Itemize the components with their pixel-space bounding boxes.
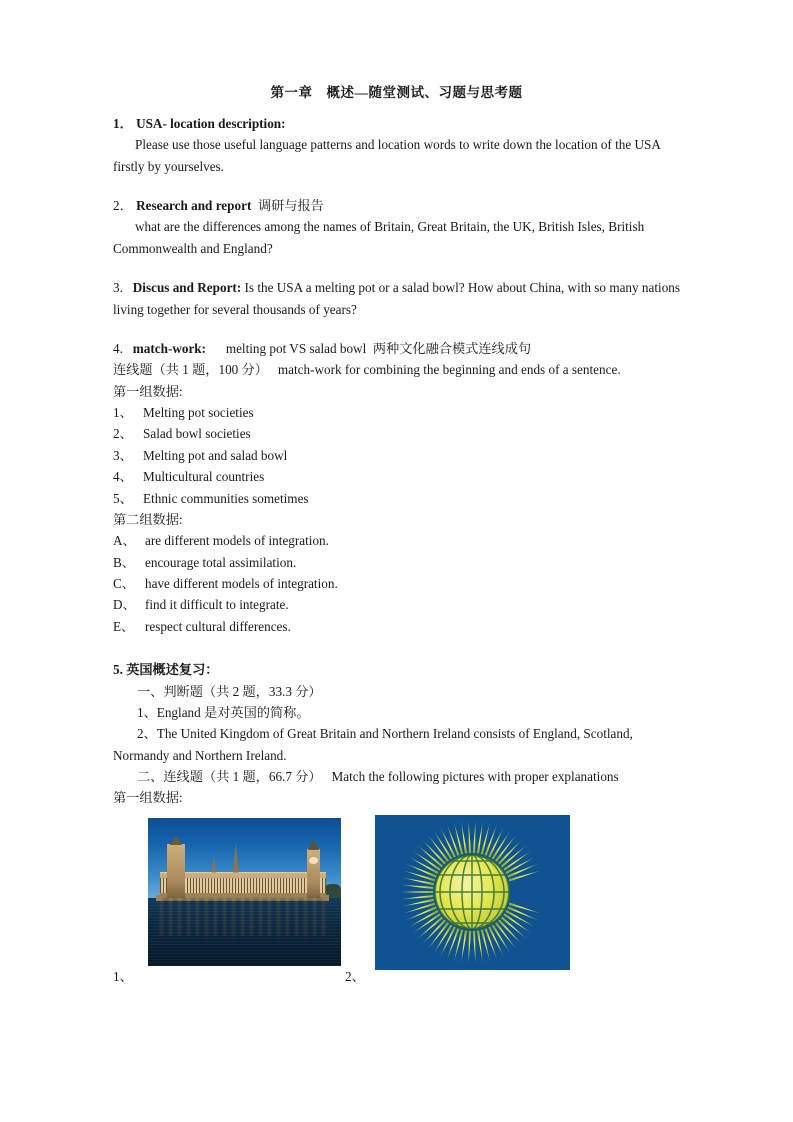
list-marker: C、 — [113, 576, 135, 592]
list-item — [113, 530, 680, 551]
section-4-heading — [113, 338, 680, 359]
section-2 — [113, 195, 680, 259]
houses-of-parliament-photo — [148, 818, 341, 966]
spacer — [113, 259, 680, 277]
section-5 — [113, 659, 680, 985]
section-3-heading — [113, 277, 680, 320]
list-item — [113, 616, 680, 637]
section-2-number: 2． — [113, 198, 133, 214]
list-item-text: Melting pot and salad bowl — [143, 447, 288, 463]
section-1-title: USA- location description: — [136, 115, 286, 131]
section-2-title-cn: 调研与报告 — [257, 198, 324, 214]
section-3 — [113, 277, 680, 320]
list-marker: B、 — [113, 554, 135, 570]
section-3-number: 3. — [113, 280, 123, 296]
section-3-title: Discus and Report: — [132, 280, 242, 296]
list-marker: D、 — [113, 597, 136, 613]
list-marker: 3、 — [113, 447, 133, 463]
section-4-scoring-cn: 连线题（共 1 题，100 分） — [113, 362, 268, 378]
spacer — [113, 177, 680, 195]
commonwealth-logo-image — [375, 815, 570, 970]
list-item — [113, 423, 680, 444]
picture-1-label: 1、 — [113, 968, 133, 984]
section-4 — [113, 338, 680, 637]
section-1 — [113, 113, 680, 177]
picture-2-label: 2、 — [345, 968, 365, 984]
document-body — [113, 84, 680, 985]
list-marker: A、 — [113, 533, 136, 549]
section-4-scoring — [113, 359, 680, 380]
list-item — [113, 445, 680, 466]
list-item-text: find it difficult to integrate. — [145, 597, 289, 613]
section-5-group1-label: 第一组数据: — [113, 790, 183, 806]
section-1-heading — [113, 113, 680, 134]
match-pictures-row — [113, 815, 680, 985]
list-marker: 4、 — [113, 469, 133, 485]
section-2-title: Research and report — [136, 198, 252, 214]
list-item-text: Multicultural countries — [143, 469, 265, 485]
section-4-group2-label: 第二组数据: — [113, 511, 183, 527]
section-5-part1-item: 1、England 是对英国的简称。 — [137, 704, 310, 720]
water-ripples — [148, 901, 341, 966]
section-5-part2-label: 二、连线题（共 1 题，66.7 分） — [137, 769, 322, 785]
list-item — [113, 488, 680, 509]
section-1-number: 1． — [113, 115, 133, 131]
section-5-part1-item: 2、The United Kingdom of Great Britain and Northern Ireland consists of England, Scotland, Normandy and Northern Ireland. — [113, 726, 633, 763]
section-4-subject-cn: 两种文化融合模式连线成句 — [372, 340, 532, 356]
section-2-heading — [113, 195, 680, 216]
section-4-subject: melting pot VS salad bowl — [225, 340, 367, 356]
spacer — [113, 637, 680, 659]
list-item-text: Melting pot societies — [143, 405, 254, 421]
list-item — [113, 594, 680, 615]
commonwealth-emblem-svg — [375, 815, 570, 970]
section-4-number: 4. — [113, 340, 123, 356]
victoria-tower — [167, 844, 184, 897]
list-item-text: Ethnic communities sometimes — [143, 490, 309, 506]
list-item — [113, 466, 680, 487]
list-item — [113, 573, 680, 594]
section-5-part2-heading — [113, 766, 680, 787]
list-item-text: encourage total assimilation. — [145, 554, 297, 570]
list-marker: 1、 — [113, 405, 133, 421]
list-item-text: are different models of integration. — [145, 533, 329, 549]
list-marker: E、 — [113, 618, 135, 634]
section-1-body: Please use those useful language patterns and location words to write down the location of the USA firstly by yourselves. — [113, 137, 661, 174]
section-5-part1-label: 一、判断题（共 2 题，33.3 分） — [137, 683, 322, 699]
list-item-text: Salad bowl societies — [143, 426, 251, 442]
section-4-group1-label: 第一组数据: — [113, 383, 183, 399]
section-5-heading: 5. 英国概述复习： — [113, 662, 219, 678]
big-ben-clock-tower — [307, 849, 320, 898]
list-marker: 2、 — [113, 426, 133, 442]
list-item — [113, 402, 680, 423]
page-title: 第一章 概述—随堂测试、习题与思考题 — [270, 85, 523, 100]
section-4-scoring-en: match-work for combining the beginning and ends of a sentence. — [277, 362, 621, 378]
spacer — [113, 320, 680, 338]
section-5-part2-instruction: Match the following pictures with proper explanations — [331, 769, 619, 785]
list-marker: 5、 — [113, 490, 133, 506]
list-item-text: respect cultural differences. — [145, 618, 291, 634]
section-3-body: Is the USA a melting pot or a salad bowl? How about China, with so many nations living together for several thousands of years? — [113, 280, 681, 317]
list-item — [113, 552, 680, 573]
section-4-title: match-work: — [132, 340, 207, 356]
section-2-body: what are the differences among the names of Britain, Great Britain, the UK, British Isles, British Commonwealth and England? — [113, 219, 645, 256]
list-item-text: have different models of integration. — [145, 576, 338, 592]
clock-face — [309, 857, 318, 864]
